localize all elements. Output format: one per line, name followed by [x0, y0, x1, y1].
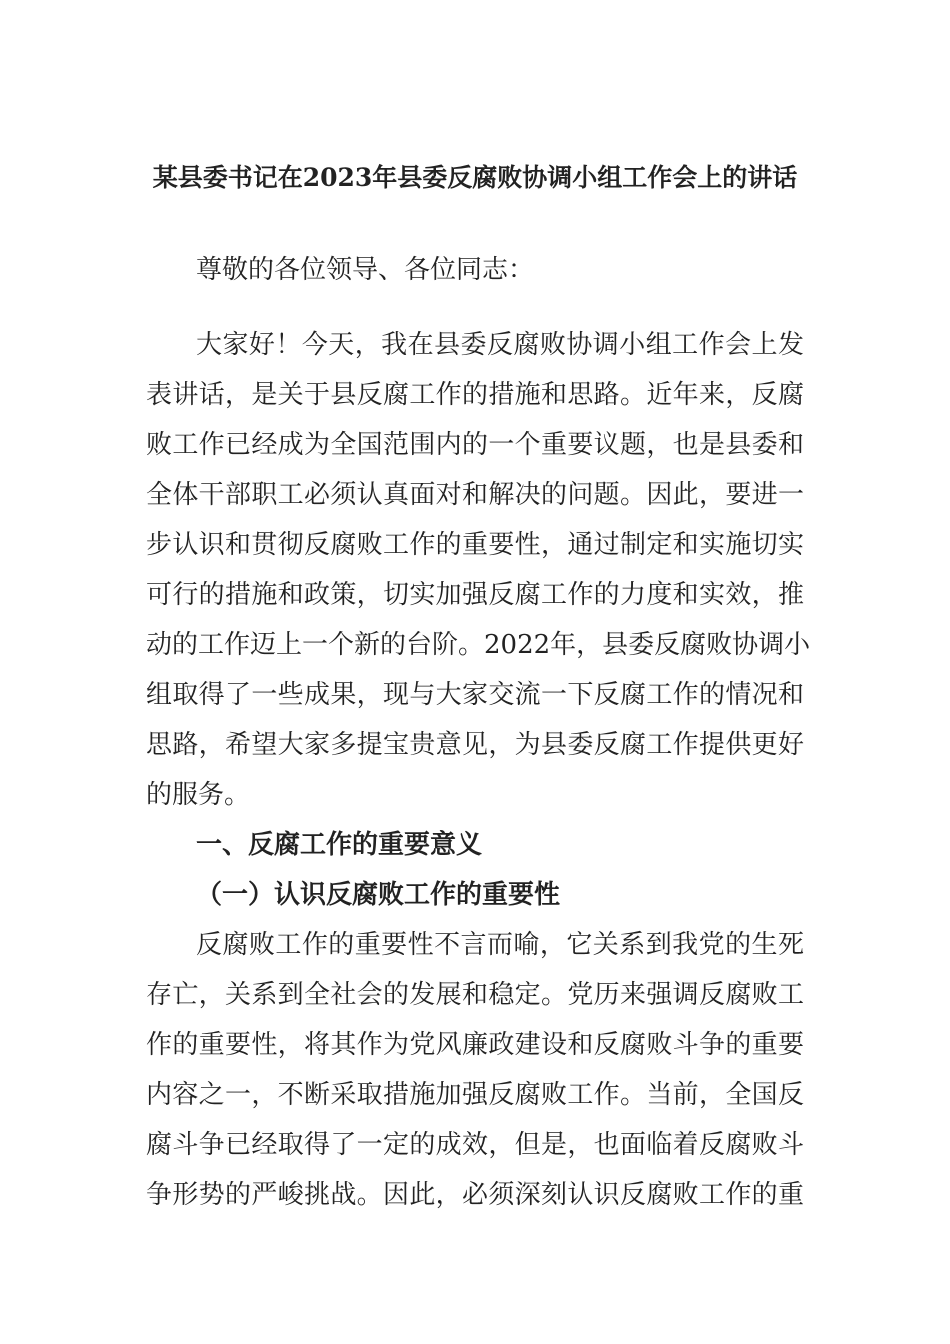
intro-line: 全体干部职工必须认真面对和解决的问题。因此，要进一 — [146, 480, 804, 510]
intro-line: 的服务。 — [146, 780, 251, 810]
intro-line: 大家好！今天，我在县委反腐败协调小组工作会上发 — [196, 330, 804, 360]
intro-line: 组取得了一些成果，现与大家交流一下反腐工作的情况和 — [146, 680, 804, 710]
section-heading: 一、反腐工作的重要意义 — [196, 830, 483, 860]
intro-line: 动的工作迈上一个新的台阶。2022年，县委反腐败协调小 — [146, 630, 811, 660]
body-line: 作的重要性，将其作为党风廉政建设和反腐败斗争的重要 — [146, 1030, 804, 1060]
intro-line: 思路，希望大家多提宝贵意见，为县委反腐工作提供更好 — [146, 730, 804, 760]
salutation: 尊敬的各位领导、各位同志： — [196, 255, 535, 285]
intro-line: 表讲话，是关于县反腐工作的措施和思路。近年来，反腐 — [146, 380, 804, 410]
subsection-heading: （一）认识反腐败工作的重要性 — [196, 880, 561, 910]
body-line: 争形势的严峻挑战。因此，必须深刻认识反腐败工作的重 — [146, 1180, 804, 1210]
intro-line: 败工作已经成为全国范围内的一个重要议题，也是县委和 — [146, 430, 804, 460]
body-line: 腐斗争已经取得了一定的成效，但是，也面临着反腐败斗 — [146, 1130, 804, 1160]
body-line: 内容之一，不断采取措施加强反腐败工作。当前，全国反 — [146, 1080, 804, 1110]
intro-line: 步认识和贯彻反腐败工作的重要性，通过制定和实施切实 — [146, 530, 804, 560]
document-title: 某县委书记在2023年县委反腐败协调小组工作会上的讲话 — [152, 163, 798, 192]
body-line: 反腐败工作的重要性不言而喻，它关系到我党的生死 — [196, 930, 804, 960]
body-line: 存亡，关系到全社会的发展和稳定。党历来强调反腐败工 — [146, 980, 804, 1010]
intro-line: 可行的措施和政策，切实加强反腐工作的力度和实效，推 — [146, 580, 804, 610]
